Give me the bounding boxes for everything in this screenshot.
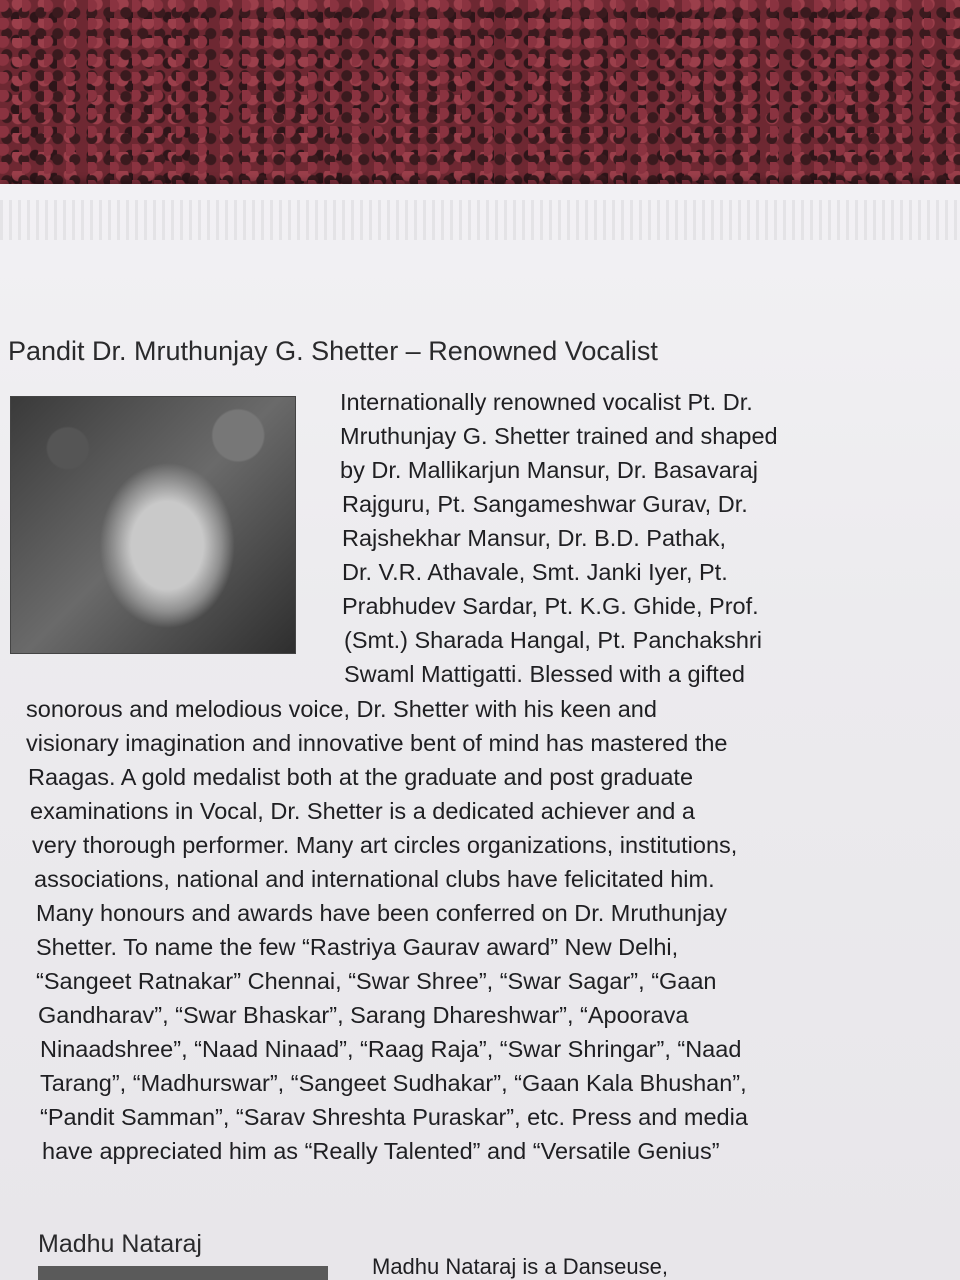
text-line: examinations in Vocal, Dr. Shetter is a dedicated achiever and a: [30, 798, 695, 824]
article-title: Pandit Dr. Mruthunjay G. Shetter – Renowned Vocalist: [8, 336, 658, 366]
text-line: sonorous and melodious voice, Dr. Shetter with his keen and: [26, 696, 657, 722]
text-line: (Smt.) Sharada Hangal, Pt. Panchakshri: [344, 627, 762, 653]
text-line: Internationally renowned vocalist Pt. Dr.: [340, 389, 753, 415]
text-line: Shetter. To name the few “Rastriya Gaurav award” New Delhi,: [36, 934, 679, 960]
text-line: Prabhudev Sardar, Pt. K.G. Ghide, Prof.: [342, 593, 759, 619]
text-line: Rajguru, Pt. Sangameshwar Gurav, Dr.: [342, 491, 748, 517]
scan-artifact: [0, 200, 960, 240]
next-article-photo: [38, 1266, 328, 1280]
text-line: Raagas. A gold medalist both at the graduate and post graduate: [28, 764, 694, 790]
paper-sheet: [0, 184, 960, 1280]
text-line: Ninaadshree”, “Naad Ninaad”, “Raag Raja”, “Swar Shringar”, “Naad: [40, 1036, 742, 1062]
text-line: have appreciated him as “Really Talented” and “Versatile Genius”: [42, 1138, 720, 1164]
next-article-first-line: Madhu Nataraj is a Danseuse,: [372, 1254, 668, 1279]
text-line: Mruthunjay G. Shetter trained and shaped: [340, 423, 778, 449]
text-line: Many honours and awards have been conferred on Dr. Mruthunjay: [36, 900, 728, 926]
text-line: Rajshekhar Mansur, Dr. B.D. Pathak,: [342, 525, 726, 551]
text-line: associations, national and international clubs have felicitated him.: [34, 866, 715, 892]
text-line: Swaml Mattigatti. Blessed with a gifted: [344, 661, 745, 687]
carpet-background: [0, 0, 960, 200]
text-line: “Pandit Samman”, “Sarav Shreshta Puraskar”, etc. Press and media: [40, 1104, 748, 1130]
next-article-title: Madhu Nataraj: [38, 1230, 202, 1258]
portrait-photo: [10, 396, 296, 654]
text-line: “Sangeet Ratnakar” Chennai, “Swar Shree”, “Swar Sagar”, “Gaan: [36, 968, 717, 994]
text-line: very thorough performer. Many art circles organizations, institutions,: [32, 832, 738, 858]
text-line: visionary imagination and innovative bent of mind has mastered the: [26, 730, 728, 756]
text-line: Tarang”, “Madhurswar”, “Sangeet Sudhakar”, “Gaan Kala Bhushan”,: [40, 1070, 747, 1096]
text-line: Gandharav”, “Swar Bhaskar”, Sarang Dhareshwar”, “Apoorava: [38, 1002, 689, 1028]
text-line: by Dr. Mallikarjun Mansur, Dr. Basavaraj: [340, 457, 758, 483]
text-line: Dr. V.R. Athavale, Smt. Janki Iyer, Pt.: [342, 559, 728, 585]
